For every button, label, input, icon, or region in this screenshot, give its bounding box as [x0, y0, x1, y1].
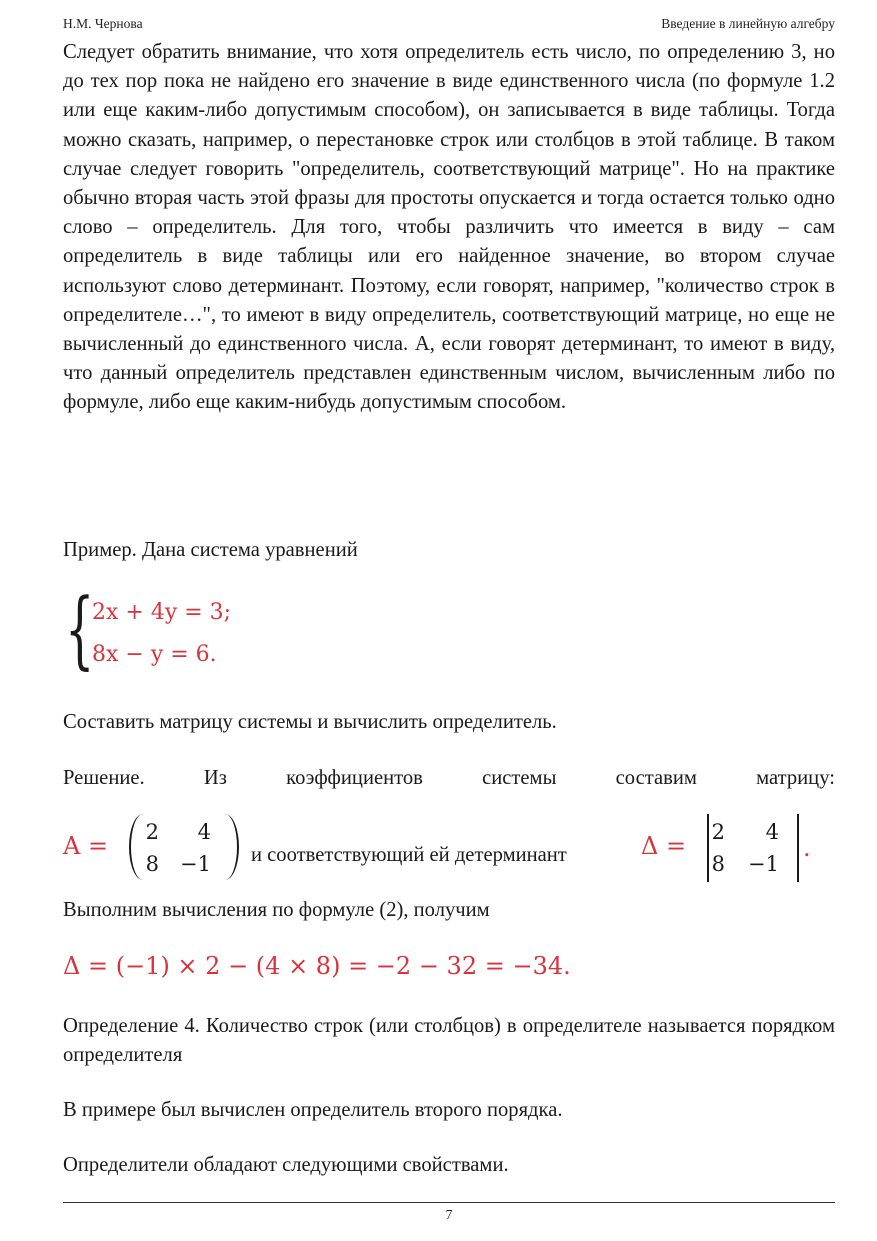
determinant-end: . — [803, 834, 811, 862]
solution-word: Из — [203, 767, 227, 789]
matrix-row — [63, 812, 835, 888]
properties-intro: Определители обладают следующими свойствами. — [63, 1154, 509, 1176]
matrix-label: A = — [63, 832, 109, 860]
matrix-cell: 8 — [145, 852, 159, 876]
right-paren-icon — [223, 814, 239, 880]
determinant-cell: −1 — [748, 852, 779, 876]
determinant-cell: 4 — [765, 820, 779, 844]
header-author: Н.М. Чернова — [63, 16, 143, 31]
solution-word: системы — [482, 767, 557, 789]
example-note: В примере был вычислен определитель второго порядка. — [63, 1099, 563, 1121]
definition-paragraph: Определение 4. Количество строк (или столбцов) в определителе называется порядком определителя — [63, 1015, 835, 1067]
determinant-formula: Δ = (−1) × 2 − (4 × 8) = −2 − 32 = −34. — [63, 952, 571, 980]
determinant-cell: 2 — [711, 820, 725, 844]
matrix-cell: 2 — [145, 820, 159, 844]
matrix-cell: −1 — [180, 852, 211, 876]
right-bar-icon — [797, 814, 799, 882]
example-intro: Пример. Дана система уравнений — [63, 539, 358, 561]
equation-2: 8x − y = 6. — [92, 642, 217, 667]
brace-icon: { — [65, 580, 95, 678]
equation-system — [63, 580, 323, 682]
compute-intro: Выполним вычисления по формуле (2), получим — [63, 899, 490, 921]
document-page — [63, 0, 835, 1241]
determinant-cell: 8 — [711, 852, 725, 876]
header-title: Введение в линейную алгебру — [661, 16, 835, 31]
body-paragraph: Следует обратить внимание, что хотя определитель есть число, по определению 3, но до тех пор пока не найдено его значение в виде единственного числа (по формуле 1.2 или еще каким-либо допустимым способом), он записывается в виде таблицы. Тогда можно сказать, например, о перестановке строк или столбцов в этой таблице. В таком случае следует говорить "определитель, соответствующий матрице". Но на практике обычно вторая часть этой фразы для простоты опускается и тогда остается только одно слово – определитель. Для того, чтобы различить что имеется в виду – сам определитель в виде таблицы или его найденное значение, во втором случае используют слово детерминант. Поэтому, если говорят, например, "количество строк в определителе…", то имеют в виду определитель, соответствующий матрице, но еще не вычисленный до единственного числа. А, если говорят детерминант, то имеют в виду, что данный определитель представлен единственным числом, вычисленным либо по формуле, либо еще каким-нибудь допустимым способом. — [63, 41, 835, 414]
equation-1: 2x + 4y = 3; — [92, 600, 232, 625]
page-number: 7 — [445, 1207, 453, 1222]
solution-word: матрицу: — [756, 767, 835, 789]
solution-word: составим — [615, 767, 697, 789]
task-statement: Составить матрицу системы и вычислить определитель. — [63, 711, 557, 733]
determinant-label: Δ = — [641, 832, 687, 860]
solution-word: коэффициентов — [286, 767, 423, 789]
footer-divider — [63, 1202, 835, 1203]
solution-line — [63, 764, 835, 793]
between-text: и соответствующий ей детерминант — [251, 844, 567, 866]
solution-word: Решение. — [63, 767, 145, 789]
matrix-cell: 4 — [197, 820, 211, 844]
running-header — [63, 16, 835, 32]
